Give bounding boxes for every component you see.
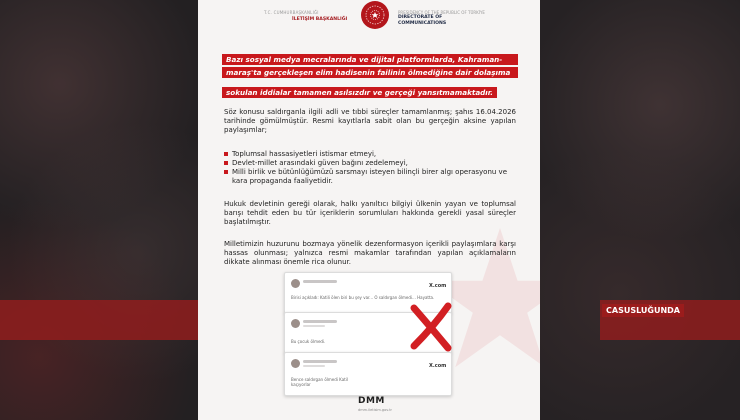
headline-line-3: sokulan iddialar tamamen asılsızdır ve gerçeği yansıtmamaktadır. (222, 87, 497, 98)
announcement-poster (198, 0, 540, 420)
avatar (291, 359, 300, 368)
background-left-panel (0, 0, 198, 420)
post-author-placeholder (303, 280, 337, 283)
background-tag: CASUSLUĞUNDA (602, 304, 684, 317)
avatar (291, 279, 300, 288)
dmm-url: dmm.iletisim.gov.tr (358, 408, 393, 412)
header-right-small: PRESIDENCY OF THE REPUBLIC OF TÜRKİYE (398, 10, 485, 15)
header-right-line2: COMMUNICATIONS (398, 21, 447, 26)
post-handle-placeholder (303, 365, 325, 367)
presidential-emblem-icon (358, 0, 392, 34)
post-source: X.com (429, 363, 447, 369)
headline-line-2: maraş'ta gerçekleşen elim hadisenin failinin ölmediğine dair dolaşıma (222, 67, 518, 78)
red-cross-icon (408, 302, 454, 352)
bullet-list (224, 150, 514, 186)
header-right-line1: DIRECTORATE OF (398, 15, 443, 20)
poster-header (198, 0, 540, 42)
post-author-placeholder (303, 320, 337, 323)
post-text: Bu çocuk ölmedi. (291, 339, 326, 344)
headline-block (222, 54, 518, 100)
avatar (291, 319, 300, 328)
bullet-item: Devlet-millet arasındaki güven bağını zedelemeyi, (224, 159, 514, 168)
background-right-panel (540, 0, 740, 420)
post-author-placeholder (303, 360, 337, 363)
post-text: Bence saldırgan ölmedi Katil kaçıyorlar (291, 377, 348, 387)
header-right-main (398, 15, 446, 27)
header-left-main: İLETİŞİM BAŞKANLIĞI (292, 17, 348, 22)
headline-line-1: Bazı sosyal medya mecralarında ve dijital platformlarda, Kahraman- (222, 54, 518, 65)
bullet-item: Toplumsal hassasiyetleri istismar etmeyi, (224, 150, 514, 159)
header-left-small: T.C. CUMHURBAŞKANLIĞI (264, 10, 319, 15)
post-handle-placeholder (303, 325, 325, 327)
paragraph-3: Milletimizin huzurunu bozmaya yönelik dezenformasyon içerikli paylaşımlara karşı hassas olunması; yalnızca resmi makamlar tarafından yapılan açıklamaların dikkate alınması önemle rica olunur. (224, 240, 516, 266)
background-red-banner (0, 300, 198, 340)
dmm-logo: DMM (358, 396, 385, 406)
post-text: Birisi açıkladı: Katili ölen biri bu şey var... O saldırgan ölmedi... Hayatta. (291, 295, 435, 300)
social-post-card (284, 352, 452, 396)
paragraph-1: Söz konusu saldırganla ilgili adli ve tıbbi süreçler tamamlanmış; şahıs 16.04.2026 tarihinde gömülmüştür. Resmi kayıtlarla sabit olan bu gerçeğin aksine yapılan paylaşımlar; (224, 108, 516, 134)
bullet-item: Milli birlik ve bütünlüğümüzü sarsmayı isteyen bilinçli birer algı operasyonu ve kara propaganda faaliyetidir. (224, 168, 514, 186)
paragraph-2: Hukuk devletinin gereği olarak, halkı yanıltıcı bilgiyi ülkenin yayan ve toplumsal barışı tehdit eden bu tür içeriklerin sorumluları hakkında gerekli yasal süreçler başlatılmıştır. (224, 200, 516, 226)
post-source: X.com (429, 283, 447, 289)
